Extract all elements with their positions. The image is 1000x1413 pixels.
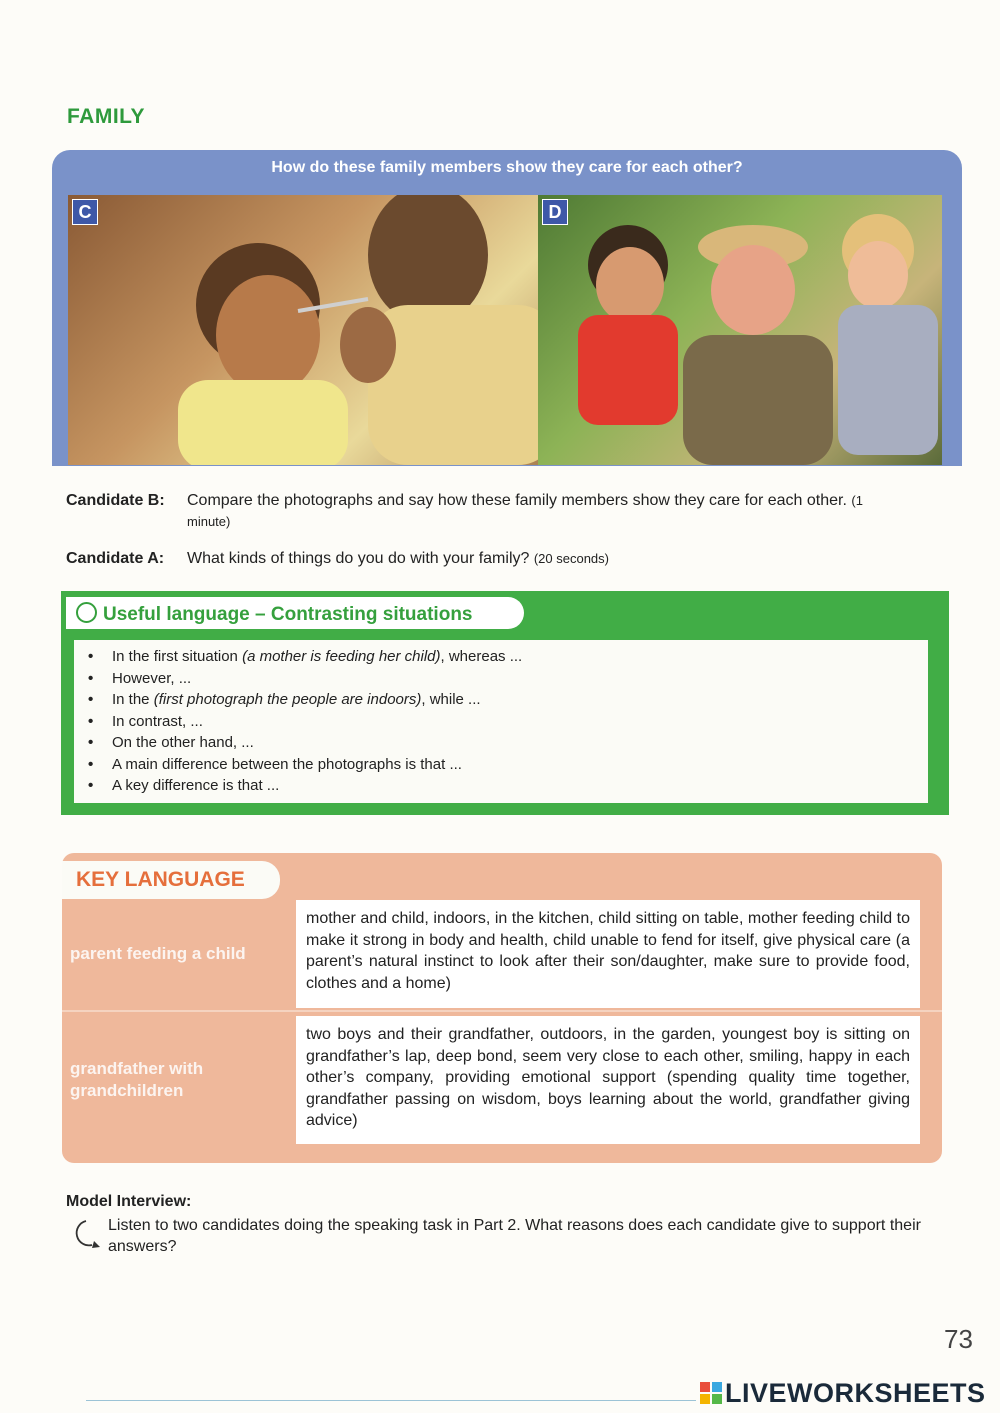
brand-logo	[700, 1378, 986, 1409]
list-item: • However, ...	[88, 668, 522, 690]
candidate-b-task: Compare the photographs and say how these family members show they care for each other.	[187, 492, 847, 509]
section-title: FAMILY	[67, 105, 146, 128]
key-row-label-grandfather: grandfather with grandchildren	[70, 1059, 204, 1100]
photo-letter-d: D	[542, 199, 568, 225]
list-item: • In the (first photograph the people are indoors), while ...	[88, 689, 522, 711]
useful-language-title	[76, 602, 473, 626]
liveworksheets-logo-icon	[700, 1382, 722, 1404]
candidate-a-text	[187, 548, 907, 569]
candidate-a-label: Candidate A:	[66, 550, 165, 567]
photo-d-grandfather-with-grandchildren	[538, 195, 942, 465]
list-item: • On the other hand, ...	[88, 732, 522, 754]
list-item: • In the first situation (a mother is feeding her child), whereas ...	[88, 646, 522, 668]
candidate-a-timing: (20 seconds)	[533, 551, 609, 566]
key-language-title: KEY LANGUAGE	[76, 868, 245, 891]
candidate-b-label: Candidate B:	[66, 492, 165, 509]
photo-c-mother-feeding-child	[68, 195, 556, 465]
key-row-divider	[62, 1010, 942, 1012]
page-number: 73	[944, 1324, 973, 1354]
candidate-b-text	[187, 490, 907, 532]
photo-d-illustration	[538, 195, 942, 465]
footer-rule	[86, 1400, 696, 1401]
model-interview-title: Model Interview:	[66, 1193, 192, 1210]
useful-language-title-text: Useful language – Contrasting situations	[103, 604, 473, 625]
list-item: • A main difference between the photographs is that ...	[88, 754, 522, 776]
photo-question: How do these family members show they care for each other?	[271, 159, 743, 176]
brand-text: LIVEWORKSHEETS	[725, 1378, 986, 1408]
candidate-a-task: What kinds of things do you do with your family?	[187, 550, 530, 567]
key-row-text-parent: mother and child, indoors, in the kitchen, child sitting on table, mother feeding child to make it strong in body and health, child unable to fend for itself, give physical care (a parent’s natural instinct to look after their son/daughter, make sure to provide food, clothes and a home)	[296, 900, 920, 1008]
useful-language-list	[88, 646, 522, 797]
circle-icon	[76, 602, 97, 623]
key-row-text-grandfather: two boys and their grandfather, outdoors, in the garden, youngest boy is sitting on grandfather’s lap, deep bond, seem very close to each other, smiling, happy in each other’s company, providing emotional support (spending quality time together, grandfather passing on wisdom, boys learning about the world, grandfather giving advice)	[296, 1016, 920, 1144]
audio-track-icon[interactable]	[70, 1217, 102, 1253]
candidate-b-timing: (1 minute)	[187, 493, 863, 529]
photo-c-illustration	[68, 195, 556, 465]
photo-letter-c: C	[72, 199, 98, 225]
model-interview-text: Listen to two candidates doing the speaking task in Part 2. What reasons does each candidate give to support their answers?	[108, 1217, 921, 1255]
list-item: • In contrast, ...	[88, 711, 522, 733]
photo-panel	[52, 150, 962, 466]
key-row-label-parent: parent feeding a child	[70, 944, 246, 963]
list-item: • A key difference is that ...	[88, 775, 522, 797]
